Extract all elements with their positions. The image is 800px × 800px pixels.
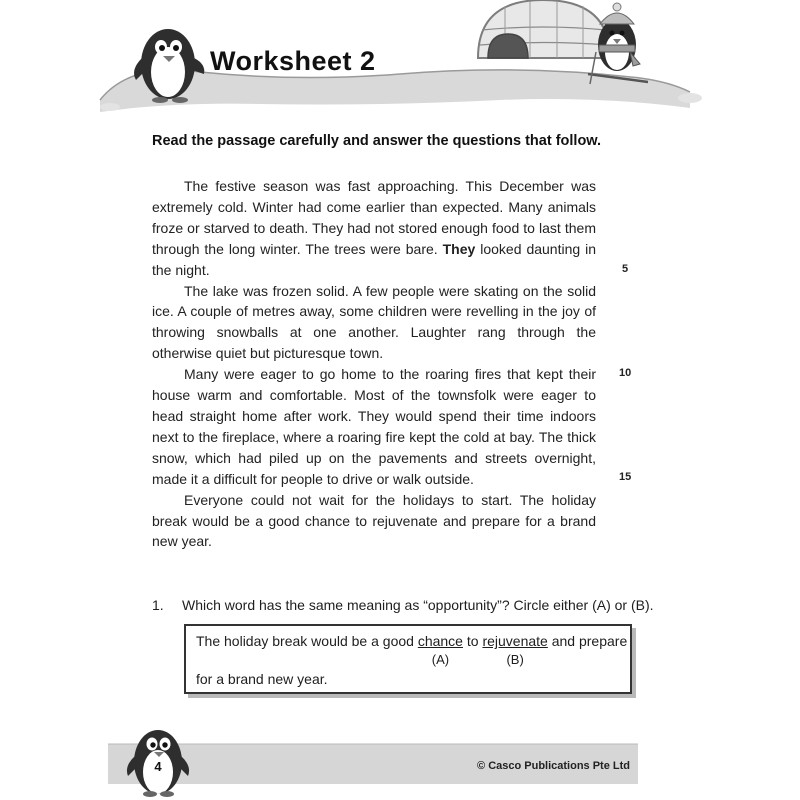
option-a-label: (A) [431,652,450,667]
header-banner [0,0,800,120]
question-text: Which word has the same meaning as “opportunity”? Circle either (A) or (B). [182,597,654,613]
option-b-word[interactable]: rejuvenate [482,633,548,649]
line-number: 5 [622,263,629,275]
instruction-text: Read the passage carefully and answer the questions that follow. [152,133,602,149]
igloo-illustration [478,0,610,58]
copyright-text: © Casco Publications Pte Ltd [477,760,630,772]
quoted-sentence-line: The holiday break would be a good chance to rejuvenate and prepare [196,633,628,649]
option-b-label: (B) [506,652,524,667]
line-number: 10 [619,367,632,379]
page-number: 4 [154,759,162,774]
reading-passage [152,176,596,552]
passage-paragraph: The lake was frozen solid. A few people were skating on the solid ice. A couple of metres away, some children were revelling in the joy of throwing snowballs at one another. Laughter rang through the otherwise quiet but picturesque town. [152,282,596,362]
option-a-word[interactable]: chance [417,633,463,649]
line-number: 15 [619,471,632,483]
footer-bar [0,700,800,800]
page-title: Worksheet 2 [210,46,376,76]
question-number: 1. [152,597,164,613]
quoted-sentence-line: for a brand new year. [196,671,328,687]
quoted-sentence-box [184,624,632,694]
passage-paragraph: The festive season was fast approaching. This December was extremely cold. Winter had come earlier than expected. Many animals froze or starved to death. They had not stored enough food to last them through the long winter. The trees were bare. They looked daunting in the night. [152,178,596,278]
passage-paragraph: Everyone could not wait for the holidays to start. The holiday break would be a good chance to rejuvenate and prepare for a brand new year. [152,491,596,550]
passage-paragraph: Many were eager to go home to the roaring fires that kept their house warm and comfortable. Most of the townsfolk were eager to head straight home after work. They would spend their time indoors next to the fireplace, where a roaring fire kept the cold at bay. The thick snow, which had piled up on the pavements and streets overnight, made it a difficult for people to drive or walk outside. [152,366,596,487]
